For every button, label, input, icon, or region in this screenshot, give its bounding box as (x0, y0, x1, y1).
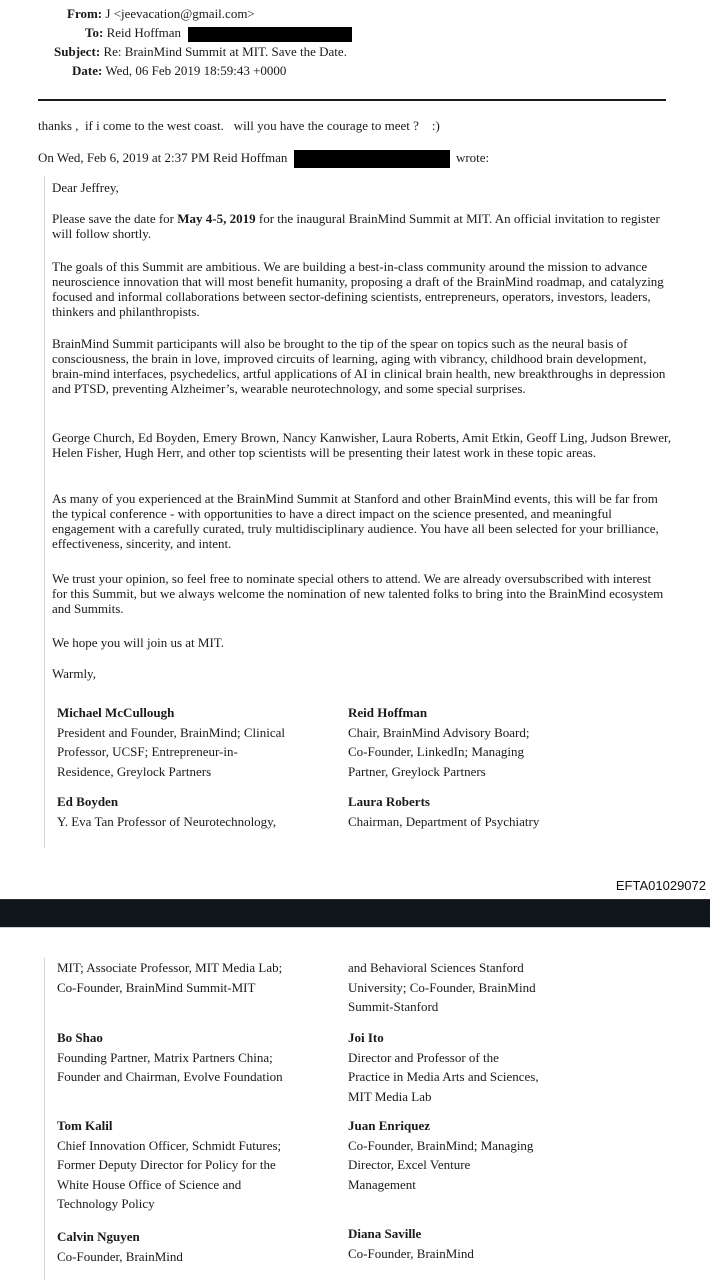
signatory: Laura Roberts Chairman, Department of Psychiatry (348, 792, 608, 831)
quote-attribution (38, 150, 489, 168)
date-label: Date: (72, 63, 103, 78)
from-row (67, 6, 255, 22)
subject-row (54, 44, 347, 60)
signatory-name: Calvin Nguyen (57, 1229, 140, 1244)
signatory-name: Diana Saville (348, 1226, 422, 1241)
signatory-name: Michael McCullough (57, 705, 175, 720)
signatory: Juan Enriquez Co-Founder, BrainMind; Managing Director, Excel Venture Management (348, 1116, 608, 1194)
header-divider (38, 99, 666, 101)
signatory-continued: MIT; Associate Professor, MIT Media Lab; Co-Founder, BrainMind Summit-MIT (57, 960, 283, 995)
quote-bar (44, 958, 45, 1280)
signatory: Diana Saville Co-Founder, BrainMind (348, 1224, 608, 1263)
paragraph-save-date: Please save the date for May 4-5, 2019 for the inaugural BrainMind Summit at MIT. An official invitation to register will follow shortly. (52, 211, 660, 241)
subject-label: Subject: (54, 44, 101, 59)
to-value: Reid Hoffman (106, 25, 182, 40)
signatory-name: Bo Shao (57, 1030, 103, 1045)
signatory-name: Reid Hoffman (348, 705, 428, 720)
page-break-band (0, 899, 710, 928)
signatory: Bo Shao Founding Partner, Matrix Partners China; Founder and Chairman, Evolve Foundation (57, 1028, 317, 1087)
paragraph-nominate: We trust your opinion, so feel free to nominate special others to attend. We are already oversubscribed with interest for this Summit, but we always welcome the nomination of new talented folks to bring into the BrainMind ecosystem and Summits. (52, 571, 664, 616)
from-value[interactable]: J <jeevacation@gmail.com> (105, 6, 255, 21)
signatory: Tom Kalil Chief Innovation Officer, Schmidt Futures; Former Deputy Director for Policy for the White House Office of Science and Technology Policy (57, 1116, 317, 1214)
paragraph-speakers: George Church, Ed Boyden, Emery Brown, Nancy Kanwisher, Laura Roberts, Amit Etkin, Geoff Ling, Judson Brewer, Helen Fisher, Hugh Herr, and other top scientists will be presenting their latest work in these topic areas. (52, 430, 672, 460)
signatory: Ed Boyden Y. Eva Tan Professor of Neurotechnology, (57, 792, 317, 831)
redaction-box (294, 150, 450, 168)
greeting: Dear Jeffrey, (52, 180, 119, 195)
date-row (72, 63, 286, 79)
attribution-prefix: On Wed, Feb 6, 2019 at 2:37 PM Reid Hoffman (38, 150, 288, 165)
signatory-name: Tom Kalil (57, 1118, 113, 1133)
signatory-name: Joi Ito (348, 1030, 384, 1045)
paragraph-goals: The goals of this Summit are ambitious. We are building a best-in-class community around the mission to advance neuroscience innovation that will most benefit humanity, proposing a draft of the BrainMind roadmap, and catalyzing focused and informal collaborations between sector-defining scientists, entrepreneurs, operators, investors, leaders, thinkers and philanthropists. (52, 259, 664, 319)
redaction-box (188, 27, 352, 42)
signatory-name: Ed Boyden (57, 794, 119, 809)
event-date: May 4-5, 2019 (177, 211, 256, 226)
quote-bar (44, 176, 45, 848)
signatory-name: Laura Roberts (348, 794, 430, 809)
reply-text: thanks , if i come to the west coast. will you have the courage to meet ? :) (38, 118, 440, 133)
attribution-suffix: wrote: (455, 150, 490, 165)
subject-value: Re: BrainMind Summit at MIT. Save the Date. (103, 44, 347, 59)
to-label: To: (85, 25, 104, 40)
date-value: Wed, 06 Feb 2019 18:59:43 +0000 (105, 63, 287, 78)
document-id: EFTA01029072 (615, 878, 706, 893)
paragraph-join: We hope you will join us at MIT. (52, 635, 225, 650)
signatory: Michael McCullough President and Founder, BrainMind; Clinical Professor, UCSF; Entrepreneur-in- Residence, Greylock Partners (57, 703, 317, 781)
from-label: From: (67, 6, 103, 21)
signatory-continued: and Behavioral Sciences Stanford University; Co-Founder, BrainMind Summit-Stanford (348, 960, 536, 1014)
signatory: Joi Ito Director and Professor of the Practice in Media Arts and Sciences, MIT Media Lab (348, 1028, 608, 1106)
to-row (85, 25, 352, 42)
signatory: Reid Hoffman Chair, BrainMind Advisory Board; Co-Founder, LinkedIn; Managing Partner, Greylock Partners (348, 703, 608, 781)
signatory: Calvin Nguyen Co-Founder, BrainMind (57, 1227, 317, 1266)
paragraph-topics: BrainMind Summit participants will also be brought to the tip of the spear on topics such as the neural basis of consciousness, the brain in love, improved circuits of learning, aging with vibrancy, childhood brain development, brain-mind interfaces, psychedelics, artful applications of AI in clinical brain health, new breakthroughs in depression and PTSD, preventing Alzheimer’s, wearable neurotechnology, and some special surprises. (52, 336, 666, 396)
closing: Warmly, (52, 666, 96, 681)
paragraph-experience: As many of you experienced at the BrainMind Summit at Stanford and other BrainMind events, this will be far from the typical conference - with opportunities to have a direct impact on the science presented, and meaningful engagement with a carefully curated, truly multidisciplinary audience. You have all been selected for your brilliance, effectiveness, sincerity, and intent. (52, 491, 659, 551)
signatory-name: Juan Enriquez (348, 1118, 430, 1133)
